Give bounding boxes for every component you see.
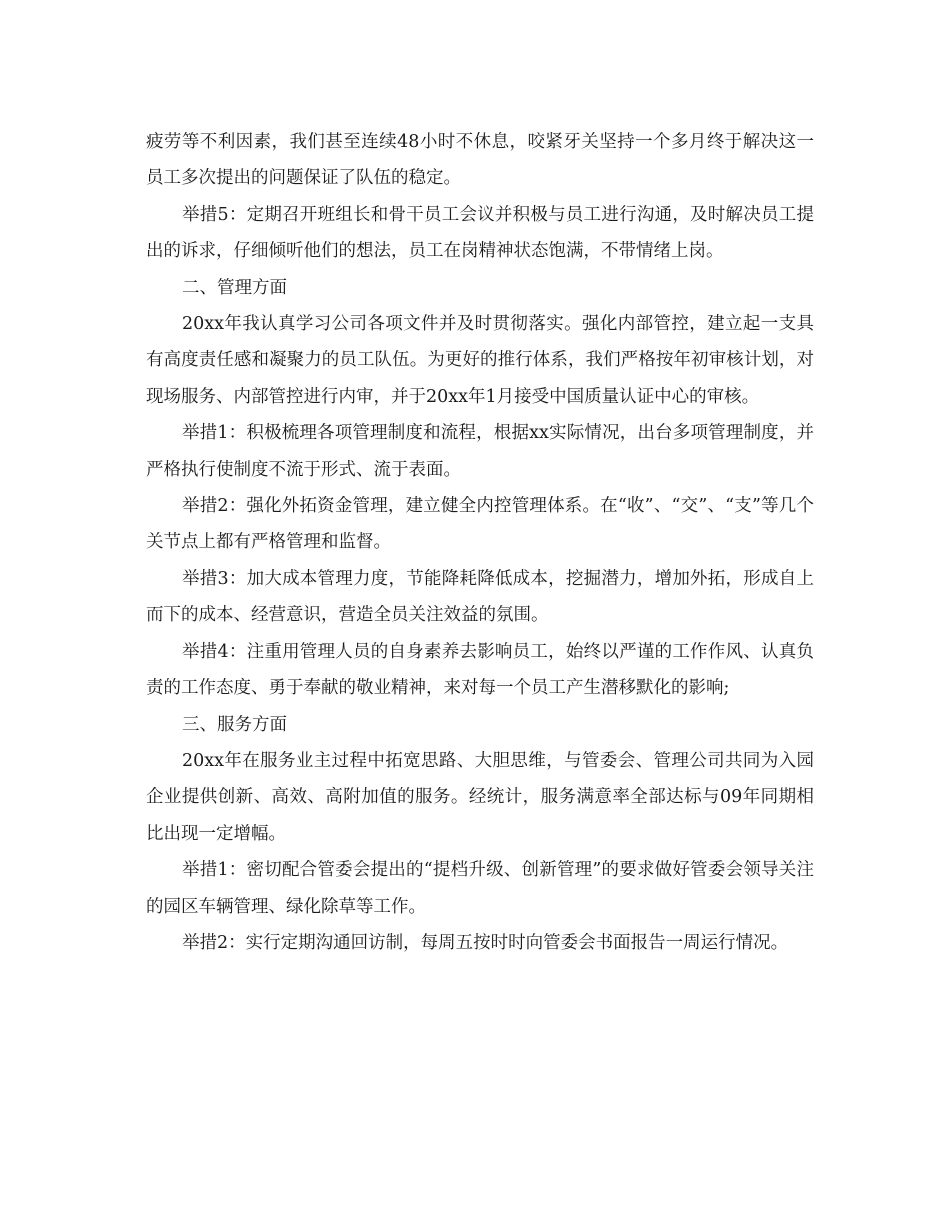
paragraph-management-summary: 20xx年我认真学习公司各项文件并及时贯彻落实。强化内部管控，建立起一支具有高度责任感和凝聚力的员工队伍。为更好的推行体系，我们严格按年初审核计划，对现场服务、内部管控进行内审，并于20xx年1月接受中国质量认证中心的审核。: [146, 314, 814, 407]
paragraph-management-measure-2: 举措2：强化外拓资金管理，建立健全内控管理体系。在“收”、“交”、“支”等几个关节点上都有严格管理和监督。: [146, 496, 814, 553]
paragraph-management-measure-4: 举措4：注重用管理人员的自身素养去影响员工，始终以严谨的工作作风、认真负责的工作态度、勇于奉献的敬业精神，来对每一个员工产生潜移默化的影响;: [146, 641, 814, 699]
section-heading-service: 三、服务方面: [182, 714, 287, 735]
paragraph-service-measure-2: 举措2：实行定期沟通回访制，每周五按时时向管委会书面报告一周运行情况。: [182, 932, 789, 953]
paragraph-measure-5: 举措5：定期召开班组长和骨干员工会议并积极与员工进行沟通，及时解决员工提出的诉求，仔细倾听他们的想法，员工在岗精神状态饱满，不带情绪上岗。: [146, 204, 814, 262]
paragraph-management-measure-1: 举措1：积极梳理各项管理制度和流程，根据xx实际情况，出台多项管理制度，并严格执行使制度不流于形式、流于表面。: [146, 423, 814, 480]
paragraph-management-measure-3: 举措3：加大成本管理力度，节能降耗降低成本，挖掘潜力，增加外拓，形成自上而下的成本、经营意识，营造全员关注效益的氛围。: [146, 568, 814, 626]
paragraph-continuation: 疲劳等不利因素，我们甚至连续48小时不休息，咬紧牙关坚持一个多月终于解决这一员工多次提出的问题保证了队伍的稳定。: [146, 132, 814, 189]
section-heading-management: 二、管理方面: [182, 277, 287, 298]
document-body: [146, 124, 814, 961]
paragraph-service-summary: 20xx年在服务业主过程中拓宽思路、大胆思维，与管委会、管理公司共同为入园企业提供创新、高效、高附加值的服务。经统计，服务满意率全部达标与09年同期相比出现一定增幅。: [146, 750, 814, 844]
paragraph-service-measure-1: 举措1：密切配合管委会提出的“提档升级、创新管理”的要求做好管委会领导关注的园区车辆管理、绿化除草等工作。: [146, 860, 814, 917]
